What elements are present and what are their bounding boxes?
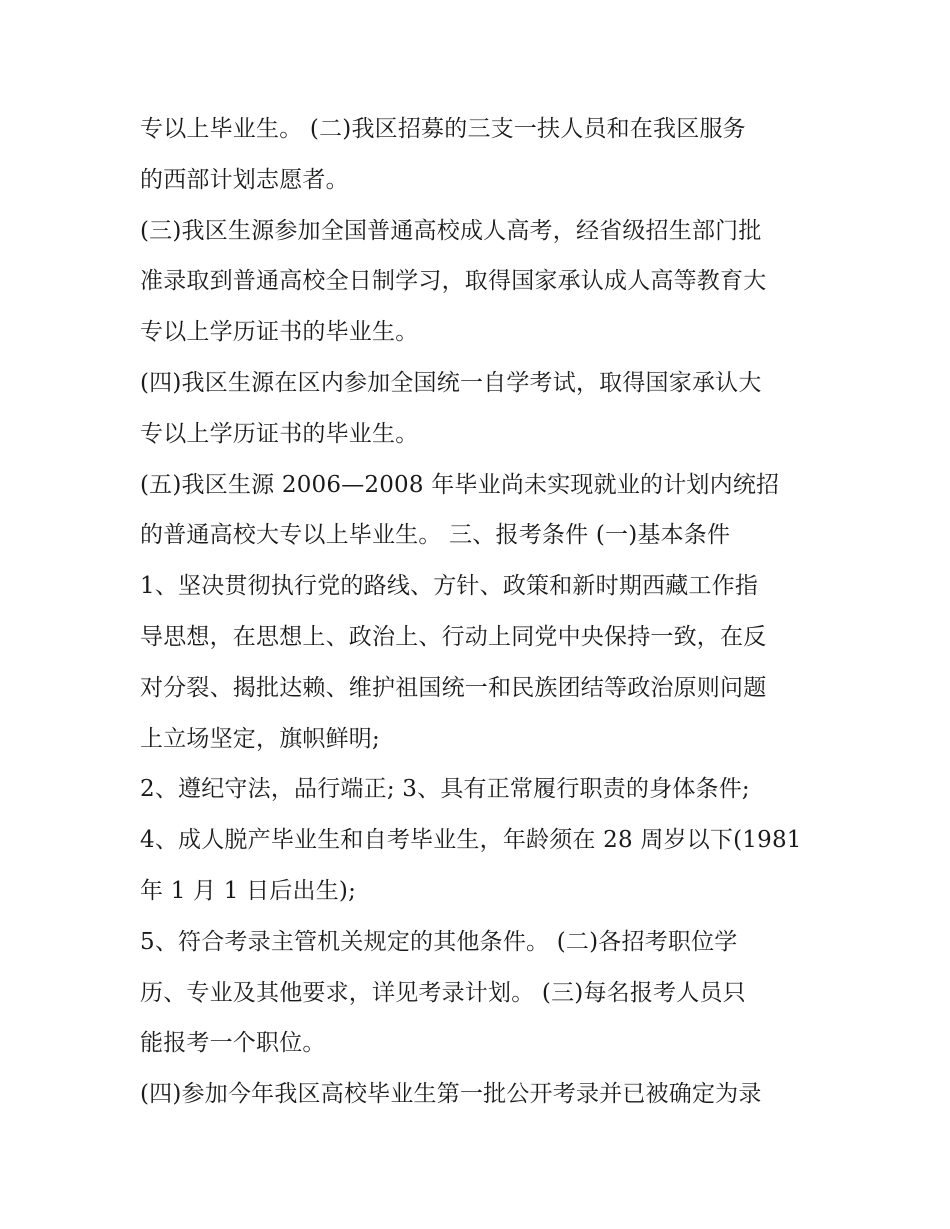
text-line: 准录取到普通高校全日制学习，取得国家承认成人高等教育大: [140, 268, 767, 295]
text-line: 2、遵纪守法，品行端正; 3、具有正常履行职责的身体条件;: [140, 776, 750, 803]
text-line: (五)我区生源 2006—2008 年毕业尚未实现就业的计划内统招: [140, 471, 780, 498]
text-line: 专以上学历证书的毕业生。: [140, 420, 419, 447]
text-line: 年 1 月 1 日后出生);: [140, 877, 357, 904]
text-line: (三)我区生源参加全国普通高校成人高考，经省级招生部门批: [140, 217, 762, 244]
text-line: 4、成人脱产毕业生和自考毕业生，年龄须在 28 周岁以下(1981: [140, 827, 802, 854]
text-line: 上立场坚定，旗帜鲜明;: [140, 725, 380, 752]
text-line: 专以上毕业生。 (二)我区招募的三支一扶人员和在我区服务: [140, 116, 746, 142]
text-line: 导思想，在思想上、政治上、行动上同党中央保持一致，在反: [140, 623, 767, 650]
text-line: (四)我区生源在区内参加全国统一自学考试，取得国家承认大: [140, 369, 762, 396]
text-line: 的普通高校大专以上毕业生。 三、报考条件 (一)基本条件: [140, 522, 731, 549]
text-line: 历、专业及其他要求，详见考录计划。 (三)每名报考人员只: [140, 979, 746, 1006]
text-line: 能报考一个职位。: [140, 1030, 326, 1057]
text-line: 5、符合考录主管机关规定的其他条件。 (二)各招考职位学: [140, 928, 738, 955]
text-line: 1、坚决贯彻执行党的路线、方针、政策和新时期西藏工作指: [140, 573, 759, 600]
text-line: 的西部计划志愿者。: [140, 166, 349, 193]
text-line: (四)参加今年我区高校毕业生第一批公开考录并已被确定为录: [140, 1081, 762, 1108]
text-line: 对分裂、揭批达赖、维护祖国统一和民族团结等政治原则问题: [140, 674, 767, 701]
document-body: [140, 104, 820, 1120]
text-line: 专以上学历证书的毕业生。: [140, 319, 419, 346]
